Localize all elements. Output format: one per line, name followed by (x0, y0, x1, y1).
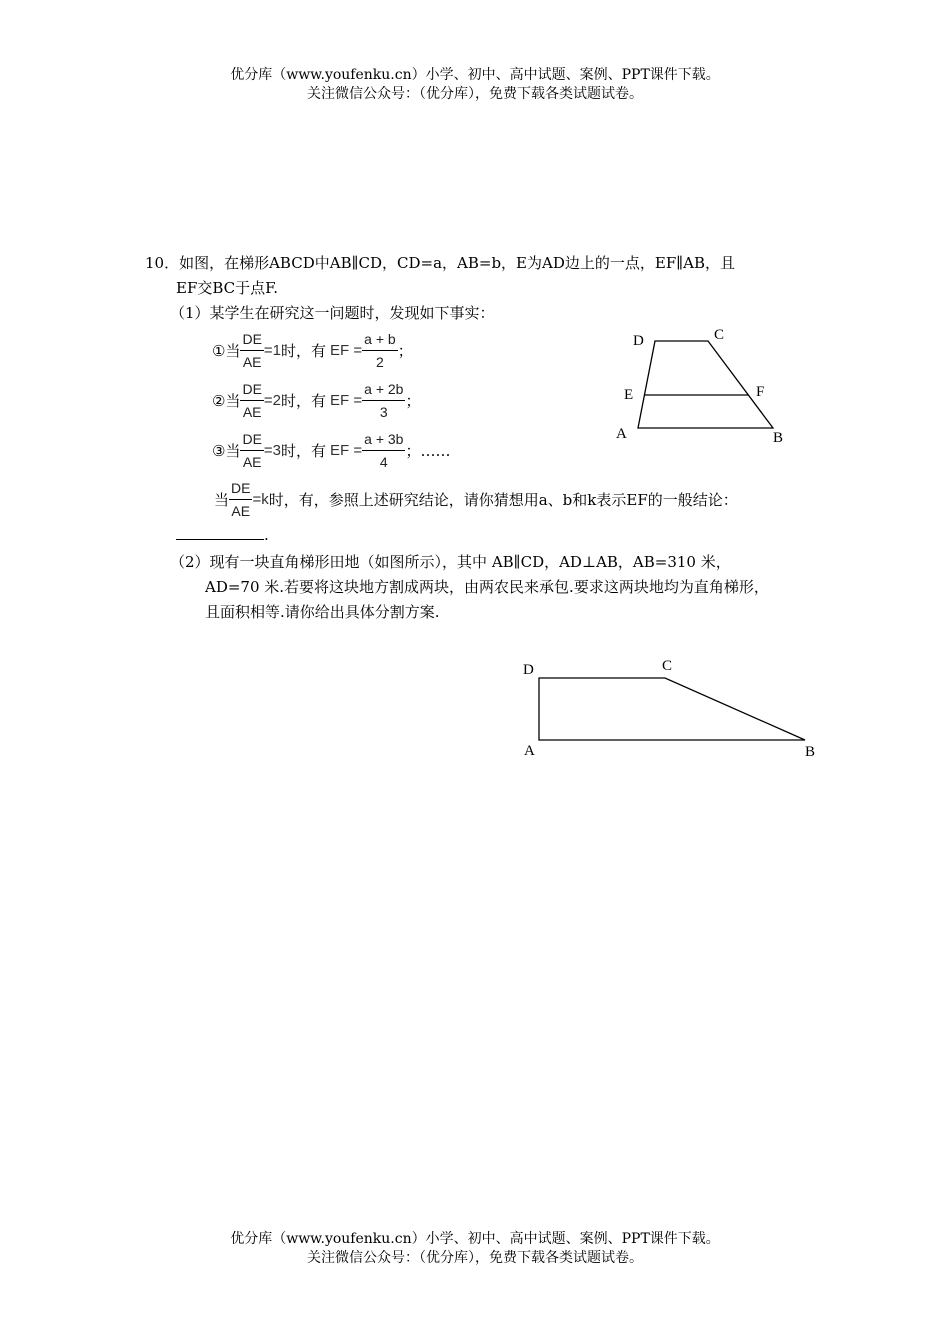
blank-period: . (264, 526, 269, 544)
fraction-denominator: 3 (379, 404, 388, 420)
label-a: A (616, 426, 627, 442)
field-outline (539, 678, 805, 740)
fact-tail: ； (397, 342, 413, 360)
fact-3 (212, 428, 451, 473)
fraction-numerator: a + 2b (362, 378, 405, 401)
label-c: C (662, 658, 673, 674)
ratio-fraction (229, 477, 252, 522)
fact-when: 当 (225, 392, 241, 410)
fact-mid: 时，有 (281, 442, 327, 460)
answer-blank-line (176, 525, 269, 544)
ratio-value: =1 (263, 342, 282, 359)
fact-mid: 时，有 (281, 392, 327, 410)
header-line-1: 优分库（www.youfenku.cn）小学、初中、高中试题、案例、PPT课件下载。 (230, 67, 720, 83)
label-a: A (524, 743, 535, 759)
fact-mid: 时，有 (281, 342, 327, 360)
fraction-numerator: a + b (362, 328, 398, 351)
fraction-numerator: DE (240, 328, 263, 351)
fraction-numerator: DE (240, 428, 263, 451)
footer-line-2: 关注微信公众号：（优分库），免费下载各类试题试卷。 (307, 1250, 643, 1266)
fact-when: 当 (225, 442, 241, 460)
part2-line-1: （2）现有一块直角梯形田地（如图所示），其中 AB∥CD，AD⊥AB，AB=310 米， (170, 553, 731, 571)
ef-fraction (362, 378, 405, 423)
fraction-numerator: a + 3b (362, 428, 405, 451)
fact-marker: ① (212, 341, 226, 360)
label-f: F (756, 384, 765, 400)
trapezoid-outline (638, 341, 773, 428)
fraction-denominator: AE (242, 354, 262, 370)
figure-trapezoid (600, 320, 800, 450)
ratio-fraction (240, 428, 263, 473)
ef-label: EF = (330, 442, 363, 459)
fraction-denominator: AE (242, 454, 262, 470)
fact-when: 当 (225, 342, 241, 360)
label-c: C (714, 327, 725, 343)
ratio-value: =2 (263, 392, 282, 409)
label-d: D (523, 662, 534, 678)
fact-marker: ③ (212, 441, 226, 460)
problem-stem-line-1 (145, 252, 735, 273)
fraction-numerator: DE (240, 378, 263, 401)
ef-fraction (362, 328, 398, 373)
label-b: B (773, 430, 784, 446)
general-when: 当 (214, 491, 230, 509)
figure-right-trapezoid (515, 650, 825, 765)
problem-stem-text: 如图，在梯形ABCD中AB∥CD，CD=a，AB=b，E为AD边上的一点，EF∥AB，且 (179, 254, 736, 272)
fact-1 (212, 328, 413, 373)
label-e: E (624, 387, 634, 403)
general-text: 时，有，参照上述研究结论，请你猜想用a、b和k表示EF的一般结论： (268, 491, 738, 509)
header-line-2: 关注微信公众号：（优分库），免费下载各类试题试卷。 (307, 86, 643, 102)
fact-marker: ② (212, 391, 226, 410)
ef-label: EF = (330, 342, 363, 359)
answer-blank[interactable] (176, 525, 264, 540)
part2-line-2: AD=70 米.若要将这块地方割成两块，由两农民来承包.要求这两块地均为直角梯形， (205, 578, 769, 596)
problem-stem-line-2: EF交BC于点F. (176, 279, 278, 297)
footer-line-1: 优分库（www.youfenku.cn）小学、初中、高中试题、案例、PPT课件下载。 (230, 1231, 720, 1247)
label-d: D (633, 333, 644, 349)
fact-tail: ； (405, 392, 421, 410)
ratio-fraction (240, 328, 263, 373)
ratio-value: =k (252, 491, 269, 508)
ef-fraction (362, 428, 405, 473)
part2-line-3: 且面积相等.请你给出具体分割方案. (205, 603, 440, 621)
label-b: B (805, 744, 816, 760)
fact-tail: ；…… (405, 442, 451, 460)
fraction-numerator: DE (229, 477, 252, 500)
ef-label: EF = (330, 392, 363, 409)
general-conclusion (214, 477, 738, 522)
fact-2 (212, 378, 421, 423)
fraction-denominator: 2 (376, 354, 384, 370)
fraction-denominator: AE (231, 503, 251, 519)
fraction-denominator: AE (242, 404, 262, 420)
problem-number: 10． (145, 254, 180, 272)
fraction-denominator: 4 (379, 454, 388, 470)
ratio-value: =3 (263, 442, 282, 459)
ratio-fraction (240, 378, 263, 423)
part1-intro: （1）某学生在研究这一问题时，发现如下事实： (170, 304, 495, 322)
